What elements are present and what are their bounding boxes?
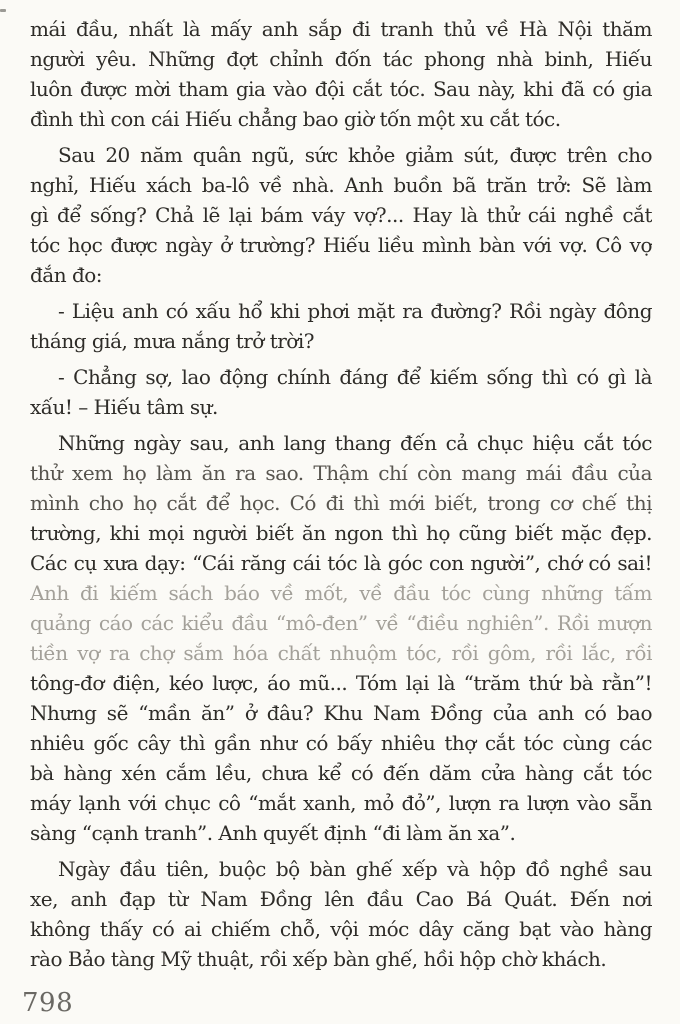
text-line: Các cụ xưa dạy: “Cái răng cái tóc là góc con người”, chớ có sai! (30, 551, 652, 575)
text-line: - Liệu anh có xấu hổ khi phơi mặt ra đường? Rồi ngày đông (58, 299, 652, 323)
scan-edge-artifact (0, 9, 6, 12)
text-line: Những ngày sau, anh lang thang đến cả chục hiệu cắt tóc (58, 431, 652, 455)
text-line: sàng “cạnh tranh”. Anh quyết định “đi làm ăn xa”. (30, 821, 516, 845)
text-line: Ngày đầu tiên, buộc bộ bàn ghế xếp và hộp đồ nghề sau (58, 857, 652, 881)
text-line: máy lạnh với chục cô “mắt xanh, mỏ đỏ”, lượn ra lượn vào sẵn (30, 791, 652, 815)
text-line: rào Bảo tàng Mỹ thuật, rồi xếp bàn ghế, hồi hộp chờ khách. (30, 947, 607, 971)
text-line: Nhưng sẽ “mần ăn” ở đâu? Khu Nam Đồng của anh có bao (30, 701, 652, 725)
page-number: 798 (22, 988, 74, 1018)
text-line: Anh đi kiếm sách báo về mốt, về đầu tóc cùng những tấm (30, 581, 652, 605)
text-line: trường, khi mọi người biết ăn ngon thì họ cũng biết mặc đẹp. (30, 521, 652, 545)
text-line: tóc học được ngày ở trường? Hiếu liều mình bàn với vợ. Cô vợ (30, 233, 652, 257)
text-line: nhiêu gốc cây thì gần như có bấy nhiêu thợ cắt tóc cùng các (30, 731, 652, 755)
text-line: bà hàng xén cắm lều, chưa kể có đến dăm cửa hàng cắt tóc (30, 761, 652, 785)
text-line: người yêu. Những đợt chỉnh đốn tác phong nhà binh, Hiếu (30, 47, 652, 71)
text-line: xe, anh đạp từ Nam Đồng lên đầu Cao Bá Quát. Đến nơi (30, 887, 652, 911)
paragraph (30, 140, 652, 290)
text-line: tháng giá, mưa nắng trở trời? (30, 329, 314, 353)
text-line: tông-đơ điện, kéo lược, áo mũ... Tóm lại là “trăm thứ bà rằn”! (30, 671, 652, 695)
text-line: mái đầu, nhất là mấy anh sắp đi tranh thủ về Hà Nội thăm (30, 17, 652, 41)
paragraph (30, 14, 652, 134)
paragraph (30, 362, 652, 422)
text-line: Sau 20 năm quân ngũ, sức khỏe giảm sút, được trên cho (58, 143, 652, 167)
text-line: - Chẳng sợ, lao động chính đáng để kiếm sống thì có gì là (58, 365, 652, 389)
text-line: thử xem họ làm ăn ra sao. Thậm chí còn mang mái đầu của (30, 461, 652, 485)
text-line: đắn đo: (30, 263, 103, 287)
text-line: mình cho họ cắt để học. Có đi thì mới biết, trong cơ chế thị (30, 491, 652, 515)
text-line: quảng cáo các kiểu đầu “mô-đen” về “điều nghiên”. Rồi mượn (30, 611, 652, 635)
text-line: đình thì con cái Hiếu chẳng bao giờ tốn một xu cắt tóc. (30, 107, 561, 131)
text-line: nghỉ, Hiếu xách ba-lô về nhà. Anh buồn bã trăn trở: Sẽ làm (30, 173, 652, 197)
text-line: gì để sống? Chả lẽ lại bám váy vợ?... Hay là thử cái nghề cắt (30, 203, 652, 227)
page-text (30, 14, 652, 974)
text-line: xấu! – Hiếu tâm sự. (30, 395, 218, 419)
text-line: tiền vợ ra chợ sắm hóa chất nhuộm tóc, rồi gôm, rồi lắc, rồi (30, 641, 652, 665)
paragraph (30, 854, 652, 974)
text-line: không thấy có ai chiếm chỗ, vội móc dây căng bạt vào hàng (30, 917, 652, 941)
paragraph (30, 296, 652, 356)
text-line: luôn được mời tham gia vào đội cắt tóc. Sau này, khi đã có gia (30, 77, 652, 101)
paragraph (30, 428, 652, 848)
